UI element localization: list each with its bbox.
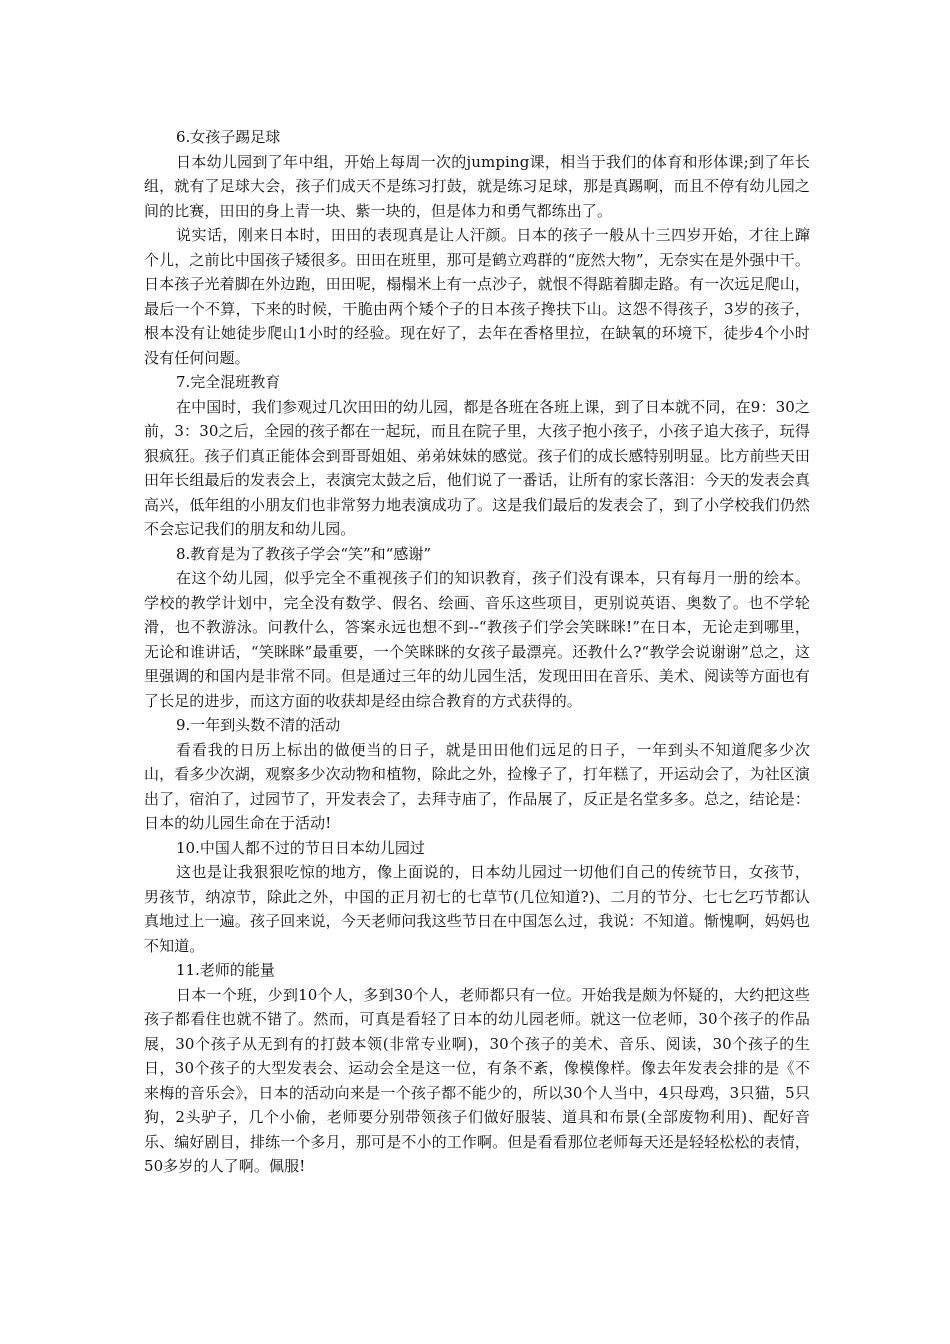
section-heading-11: 11.老师的能量	[176, 961, 275, 979]
section-6-paragraph-2: 说实话，刚来日本时，田田的表现真是让人汗颜。日本的孩子一般从十三四岁开始，才往上蹿个儿，之前比中国孩子矮很多。田田在班里，那可是鹤立鸡群的“庞然大物”，无奈实在是外强中干。日本孩子光着脚在外边跑，田田呢，榻榻米上有一点沙子，就恨不得踮着脚走路。有一次远足爬山，最后一个不算，下来的时候，干脆由两个矮个子的日本孩子搀扶下山。这怨不得孩子，3岁的孩子，根本没有让她徒步爬山1小时的经验。现在好了，去年在香格里拉，在缺氧的环境下，徒步4个小时没有任何问题。	[144, 226, 810, 367]
section-heading-6: 6.女孩子踢足球	[176, 128, 281, 146]
section-heading-10: 10.中国人都不过的节日日本幼儿园过	[176, 838, 425, 857]
section-heading-8: 8.教育是为了教孩子学会“笑”和“感谢”	[176, 544, 431, 563]
section-6-paragraph-1: 日本幼儿园到了年中组，开始上每周一次的jumping课，相当于我们的体育和形体课;到了年长组，就有了足球大会，孩子们成天不是练习打鼓，就是练习足球，那是真踢啊，而且不停有幼儿园之间的比赛，田田的身上青一块、紫一块的，但是体力和勇气都练出了。	[144, 152, 810, 220]
section-9-paragraph-1: 看看我的日历上标出的做便当的日子，就是田田他们远足的日子，一年到头不知道爬多少次山，看多少次湖，观察多少次动物和植物，除此之外，捡橡子了，打年糕了，开运动会了，为社区演出了，宿泊了，过园节了，开发表会了，去拜寺庙了，作品展了，反正是名堂多多。总之，结论是：日本的幼儿园生命在于活动!	[144, 740, 810, 832]
section-8-paragraph-1: 在这个幼儿园，似乎完全不重视孩子们的知识教育，孩子们没有课本，只有每月一册的绘本。学校的教学计划中，完全没有数学、假名、绘画、音乐这些项目，更别说英语、奥数了。也不学轮滑，也不教游泳。问教什么，答案永远也想不到--“教孩子们学会笑眯眯!”在日本，无论走到哪里，无论和谁讲话，“笑眯眯”最重要，一个笑眯眯的女孩子最漂亮。还教什么?“教学会说谢谢”总之，这里强调的和国内是非常不同。但是通过三年的幼儿园生活，发现田田在音乐、美术、阅读等方面也有了长足的进步，而这方面的收获却是经由综合教育的方式获得的。	[144, 569, 810, 710]
section-7-paragraph-1: 在中国时，我们参观过几次田田的幼儿园，都是各班在各班上课，到了日本就不同，在9：30之前，3：30之后，全园的孩子都在一起玩，而且在院子里，大孩子抱小孩子，小孩子追大孩子，玩得狠疯狂。孩子们真正能体会到哥哥姐姐、弟弟妹妹的感觉。孩子们的成长感特别明显。比方前些天田田年长组最后的发表会上，表演完太鼓之后，他们说了一番话，让所有的家长落泪：今天的发表会真高兴，低年组的小朋友们也非常努力地表演成功了。这是我们最后的发表会了，到了小学校我们仍然不会忘记我们的朋友和幼儿园。	[144, 397, 810, 538]
section-heading-7: 7.完全混班教育	[176, 373, 281, 391]
section-10-paragraph-1: 这也是让我狠狠吃惊的地方，像上面说的，日本幼儿园过一切他们自己的传统节日，女孩节，男孩节，纳凉节，除此之外，中国的正月初七的七草节(几位知道?)、二月的节分、七七乞巧节都认真地过上一遍。孩子回来说，今天老师问我这些节日在中国怎么过，我说：不知道。惭愧啊，妈妈也不知道。	[144, 863, 810, 955]
document-body	[144, 125, 810, 1179]
section-heading-9: 9.一年到头数不清的活动	[176, 716, 341, 734]
section-11-paragraph-1: 日本一个班，少到10个人，多到30个人，老师都只有一位。开始我是颇为怀疑的，大约把这些孩子都看住也就不错了。然而，可真是看轻了日本的幼儿园老师。就这一位老师，30个孩子的作品展，30个孩子从无到有的打鼓本领(非常专业啊)，30个孩子的美术、音乐、阅读，30个孩子的生日，30个孩子的大型发表会、运动会全是这一位，有条不紊，像模像样。像去年发表会排的是《不来梅的音乐会》，日本的活动向来是一个孩子都不能少的，所以30个人当中，4只母鸡，3只猫，5只狗，2头驴子，几个小偷，老师要分别带领孩子们做好服装、道具和布景(全部废物利用)、配好音乐、编好剧目，排练一个多月，那可是不小的工作啊。但是看看那位老师每天还是轻轻松松的表情，50多岁的人了啊。佩服!	[144, 985, 810, 1175]
